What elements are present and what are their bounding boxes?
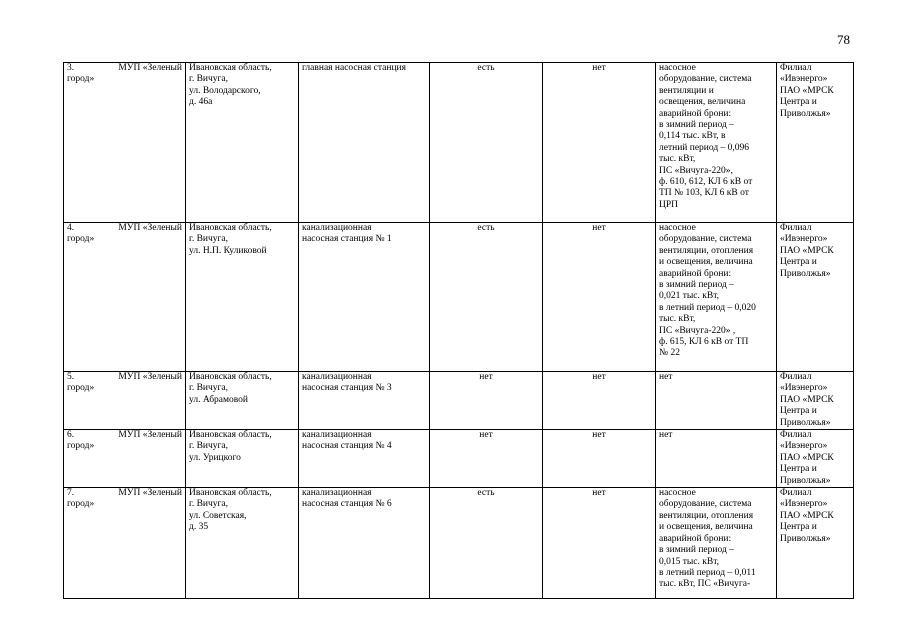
- organization-name: МУП «Зеленый: [118, 223, 182, 233]
- column-b-cell: нет: [543, 63, 656, 223]
- page-number: 78: [837, 32, 850, 47]
- column-b-cell: нет: [543, 430, 656, 488]
- details-cell: насосное оборудование, система вентиляции, отопления и освещения, величина аварийной брони: в зимний период – 0,021 тыс. кВт, в летний период – 0,020 тыс. кВт, ПС «Вичуга-220» , ф. 615, КЛ 6 кВ от ТП № 22: [656, 223, 777, 372]
- organization-name-cont: город»: [67, 74, 95, 85]
- row-number: 7.: [67, 488, 75, 499]
- branch-cell: Филиал «Ивэнерго» ПАО «МРСК Центра и Приволжья»: [777, 488, 854, 599]
- objects-table: [63, 62, 854, 599]
- organization-name-cont: город»: [67, 234, 95, 245]
- row-number: 5.: [67, 372, 75, 382]
- table-row: [64, 372, 854, 430]
- address-cell: Ивановская область, г. Вичуга, ул. Абрамовой: [186, 372, 299, 430]
- column-a-cell: нет: [430, 372, 543, 430]
- details-cell: насосное оборудование, система вентиляции, отопления и освещения, величина аварийной брони: в зимний период – 0,015 тыс. кВт, в летний период – 0,011 тыс. кВт, ПС «Вичуга-: [656, 488, 777, 599]
- column-a-cell: есть: [430, 223, 543, 372]
- object-cell: канализационная насосная станция № 6: [299, 488, 430, 599]
- organization-cell: [64, 223, 186, 372]
- row-number: 4.: [67, 223, 75, 233]
- address-cell: Ивановская область, г. Вичуга, ул. Урицкого: [186, 430, 299, 488]
- address-cell: Ивановская область, г. Вичуга, ул. Н.П. Куликовой: [186, 223, 299, 372]
- object-cell: канализационная насосная станция № 4: [299, 430, 430, 488]
- details-cell: нет: [656, 372, 777, 430]
- column-a-cell: есть: [430, 63, 543, 223]
- column-b-cell: нет: [543, 488, 656, 599]
- address-cell: Ивановская область, г. Вичуга, ул. Советская, д. 35: [186, 488, 299, 599]
- row-number: 3.: [67, 63, 75, 73]
- table-row: [64, 223, 854, 372]
- details-cell: нет: [656, 430, 777, 488]
- organization-name: МУП «Зеленый: [118, 372, 182, 382]
- organization-cell: [64, 488, 186, 599]
- column-b-cell: нет: [543, 372, 656, 430]
- table-row: [64, 430, 854, 488]
- organization-name-cont: город»: [67, 441, 95, 452]
- organization-cell: [64, 372, 186, 430]
- row-number: 6.: [67, 430, 75, 441]
- details-cell: насосное оборудование, система вентиляции и освещения, величина аварийной брони: в зимний период – 0,114 тыс. кВт, в летний период – 0,096 тыс. кВт, ПС «Вичуга-220», ф. 610, 612, КЛ 6 кВ от ТП № 103, КЛ 6 кВ от ЦРП: [656, 63, 777, 223]
- organization-cell: [64, 63, 186, 223]
- table-row: [64, 63, 854, 223]
- organization-name: МУП «Зеленый: [118, 430, 182, 441]
- address-cell: Ивановская область, г. Вичуга, ул. Володарского, д. 46а: [186, 63, 299, 223]
- column-b-cell: нет: [543, 223, 656, 372]
- branch-cell: Филиал «Ивэнерго» ПАО «МРСК Центра и Приволжья»: [777, 430, 854, 488]
- object-cell: канализационная насосная станция № 1: [299, 223, 430, 372]
- organization-name: МУП «Зеленый: [118, 488, 182, 499]
- object-cell: главная насосная станция: [299, 63, 430, 223]
- organization-name-cont: город»: [67, 499, 95, 510]
- branch-cell: Филиал «Ивэнерго» ПАО «МРСК Центра и Приволжья»: [777, 63, 854, 223]
- organization-name: МУП «Зеленый: [118, 63, 182, 73]
- column-a-cell: есть: [430, 488, 543, 599]
- branch-cell: Филиал «Ивэнерго» ПАО «МРСК Центра и Приволжья»: [777, 223, 854, 372]
- organization-name-cont: город»: [67, 383, 95, 394]
- organization-cell: [64, 430, 186, 488]
- object-cell: канализационная насосная станция № 3: [299, 372, 430, 430]
- branch-cell: Филиал «Ивэнерго» ПАО «МРСК Центра и Приволжья»: [777, 372, 854, 430]
- column-a-cell: нет: [430, 430, 543, 488]
- table-row: [64, 488, 854, 599]
